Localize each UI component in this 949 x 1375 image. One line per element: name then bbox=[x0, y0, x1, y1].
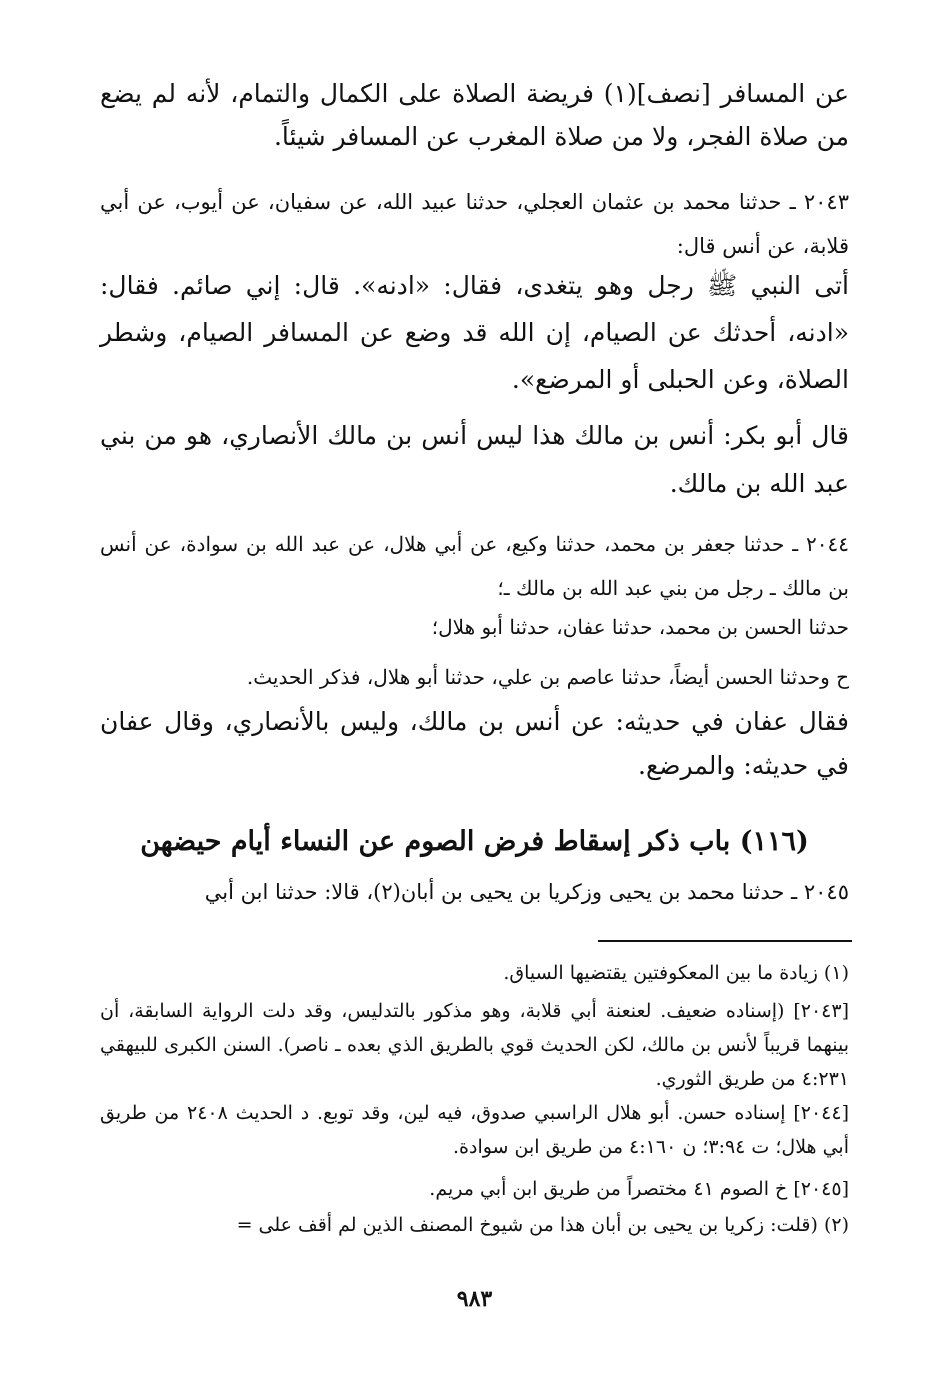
footnote-2044: [٢٠٤٤] إسناده حسن. أبو هلال الراسبي صدوق، فيه لين، وقد توبع. د الحديث ٢٤٠٨ من طريق أبي هلال؛ ت ٣:٩٤؛ ن ٤:١٦٠ من طريق ابن سوادة. bbox=[100, 1102, 850, 1158]
footnote-divider bbox=[598, 940, 852, 942]
hadith-2045-isnad: ٢٠٤٥ ـ حدثنا محمد بن يحيى وزكريا بن يحيى بن أبان(٢)، قالا: حدثنا ابن أبي bbox=[204, 880, 849, 904]
footnote-2043: [٢٠٤٣] (إسناده ضعيف. لعنعنة أبي قلابة، وهو مذكور بالتدليس، وقد دلت الرواية السابقة، أن بينهما قريباً لأنس بن مالك، لكن الحديث قوي بالطريق الذي بعده ـ ناصر). السنن الكبرى للبيهقي ٤:٢٣١ من طريق الثوري. bbox=[100, 1000, 849, 1090]
hadith-2043-matn: أتى النبي ﷺ رجل وهو يتغدى، فقال: «ادنه». قال: إني صائم. فقال: «ادنه، أحدثك عن الصيام، إن الله قد وضع عن المسافر الصيام، وشطر الصلاة، وعن الحبلى أو المرضع». bbox=[100, 271, 849, 394]
paragraph-continuation: عن المسافر [نصف](١) فريضة الصلاة على الكمال والتمام، لأنه لم يضع من صلاة الفجر، ولا من صلاة المغرب عن المسافر شيئاً. bbox=[100, 79, 849, 151]
footnote-1: (١) زيادة ما بين المعكوفتين يقتضيها السياق. bbox=[503, 962, 849, 984]
page-number: ٩٨٣ bbox=[456, 1286, 493, 1312]
hadith-2044-isnad-3: ح وحدثنا الحسن أيضاً، حدثنا عاصم بن علي، حدثنا أبو هلال، فذكر الحديث. bbox=[246, 665, 849, 689]
footnote-2: (٢) (قلت: زكريا بن يحيى بن أبان هذا من شيوخ المصنف الذين لم أقف على = bbox=[236, 1214, 849, 1236]
footnote-2045: [٢٠٤٥] خ الصوم ٤١ مختصراً من طريق ابن أبي مريم. bbox=[429, 1178, 849, 1200]
chapter-heading: (١١٦) باب ذكر إسقاط فرض الصوم عن النساء أيام حيضهن bbox=[140, 826, 809, 857]
hadith-2044-isnad-2: حدثنا الحسن بن محمد، حدثنا عفان، حدثنا أبو هلال؛ bbox=[431, 615, 849, 639]
hadith-2044-note: فقال عفان في حديثه: عن أنس بن مالك، وليس بالأنصاري، وقال عفان في حديثه: والمرضع. bbox=[100, 707, 849, 780]
author-comment: قال أبو بكر: أنس بن مالك هذا ليس أنس بن مالك الأنصاري، هو من بني عبد الله بن مالك. bbox=[100, 421, 849, 498]
hadith-2043-isnad: ٢٠٤٣ ـ حدثنا محمد بن عثمان العجلي، حدثنا عبيد الله، عن سفيان، عن أيوب، عن أبي قلابة، عن أنس قال: bbox=[100, 190, 849, 258]
hadith-2044-isnad: ٢٠٤٤ ـ حدثنا جعفر بن محمد، حدثنا وكيع، عن أبي هلال، عن عبد الله بن سوادة، عن أنس بن مالك ـ رجل من بني عبد الله بن مالك ـ؛ bbox=[100, 532, 849, 600]
